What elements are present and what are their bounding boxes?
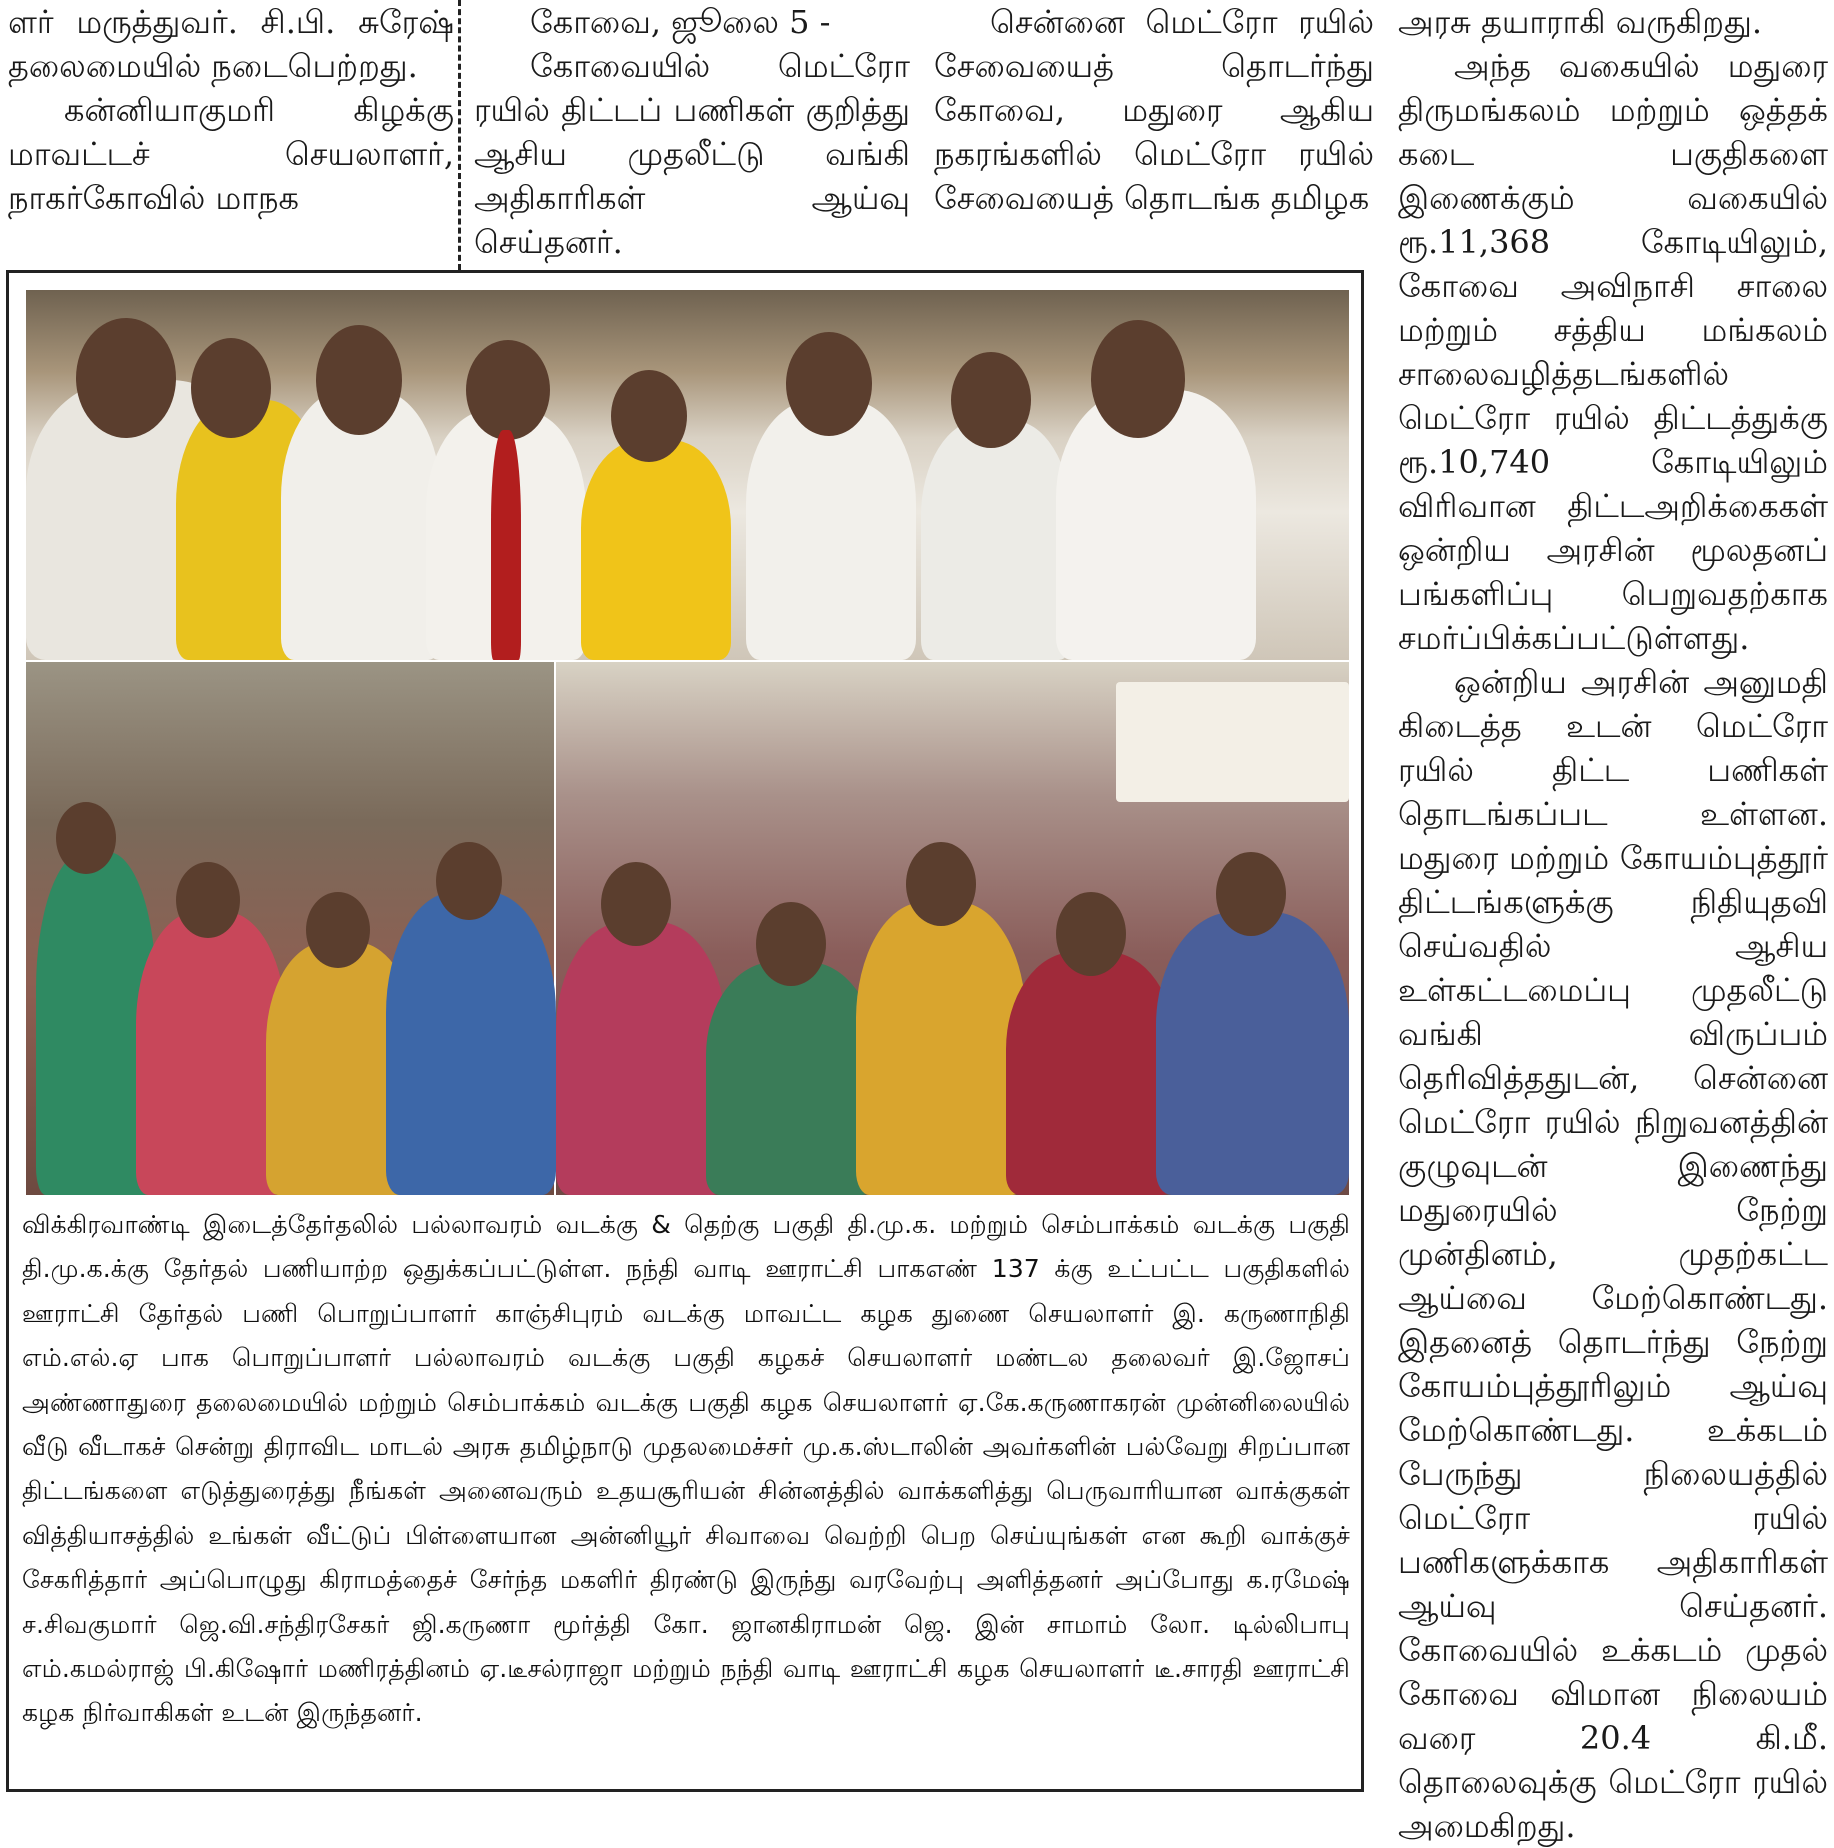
- person-figure: [921, 420, 1071, 660]
- person-head: [951, 352, 1031, 448]
- women-gathering-photo-right: [556, 662, 1349, 1195]
- article-column-b: [474, 0, 910, 268]
- person-figure: [556, 922, 726, 1195]
- person-head: [466, 340, 550, 440]
- person-head: [436, 842, 502, 920]
- column-divider: [458, 0, 461, 270]
- person-head: [191, 338, 271, 438]
- column-b-dateline: கோவை, ஜூலை 5 -: [530, 3, 831, 41]
- person-figure: [386, 892, 556, 1195]
- banner-shape: [1116, 682, 1349, 802]
- scarf-shape: [491, 430, 521, 660]
- article-column-a: [8, 0, 454, 268]
- column-c-para-1: சென்னை மெட்ரோ ரயில் சேவையைத் தொடர்ந்து கோவை, மதுரை ஆகிய நகரங்களில் மெட்ரோ ரயில் சேவையைத் தொடங்க தமிழக: [934, 3, 1374, 217]
- article-column-d: [1398, 0, 1828, 1845]
- person-head: [176, 862, 240, 938]
- photo-caption-text: விக்கிரவாண்டி இடைத்தேர்தலில் பல்லாவரம் வடக்கு & தெற்கு பகுதி தி.மு.க. மற்றும் செம்பாக்கம் வடக்கு பகுதி தி.மு.க.க்கு தேர்தல் பணியாற்ற ஒதுக்கப்பட்டுள்ள. நந்தி வாடி ஊராட்சி பாகஎண் 137 க்கு உட்பட்ட பகுதிகளில் ஊராட்சி தேர்தல் பணி பொறுப்பாளர் காஞ்சிபுரம் வடக்கு மாவட்ட கழக துணை செயலாளர் இ. கருணாநிதி எம்.எல்.ஏ பாக பொறுப்பாளர் பல்லாவரம் வடக்கு பகுதி கழகச் செயலாளர் மண்டல தலைவர் இ.ஜோசப் அண்ணாதுரை தலைமையில் மற்றும் செம்பாக்கம் வடக்கு பகுதி கழக செயலாளர் ஏ.கே.கருணாகரன் முன்னிலையில் வீடு வீடாகச் சென்று திராவிட மாடல் அரசு தமிழ்நாடு முதலமைச்சர் மு.க.ஸ்டாலின் அவர்களின் பல்வேறு சிறப்பான திட்டங்களை எடுத்துரைத்து நீங்கள் அனைவரும் உதயசூரியன் சின்னத்தில் வாக்களித்து பெருவாரியான வாக்குகள் வித்தியாசத்தில் உங்கள் வீட்டுப் பிள்ளையான அன்னியூர் சிவாவை வெற்றி பெற செய்யுங்கள் என கூறி வாக்குச் சேகரித்தார் அப்பொழுது கிராமத்தைச் சேர்ந்த மகளிர் திரண்டு இருந்து வரவேற்பு அளித்தனர் அப்போது க.ரமேஷ் ச.சிவகுமார் ஜெ.வி.சந்திரசேகர் ஜி.கருணா மூர்த்தி கோ. ஜானகிராமன் ஜெ. இன் சாமாம் லோ. டில்லிபாபு எம்.கமல்ராஜ் பி.கிஷோர் மணிரத்தினம் ஏ.டீசல்ராஜா மற்றும் நந்தி வாடி ஊராட்சி கழக செயலாளர் டீ.சாரதி ஊராட்சி கழக நிர்வாகிகள் உடன் இருந்தனர்.: [22, 1210, 1351, 1728]
- column-d-para-3: ஒன்றிய அரசின் அனுமதி கிடைத்த உடன் மெட்ரோ ரயில் திட்ட பணிகள் தொடங்கப்பட உள்ளன. மதுரை மற்றும் கோயம்புத்தூர் திட்டங்களுக்கு நிதியுதவி செய்வதில் ஆசிய உள்கட்டமைப்பு முதலீட்டு வங்கி விருப்பம் தெரிவித்ததுடன், சென்னை மெட்ரோ ரயில் நிறுவனத்தின் குழுவுடன் இணைந்து மதுரையில் நேற்று முன்தினம், முதற்கட்ட ஆய்வை மேற்கொண்டது. இதனைத் தொடர்ந்து நேற்று கோயம்புத்தூரிலும் ஆய்வு மேற்கொண்டது. உக்கடம் பேருந்து நிலையத்தில் மெட்ரோ ரயில் பணிகளுக்காக அதிகாரிகள் ஆய்வு செய்தனர். கோவையில் உக்கடம் முதல் கோவை விமான நிலையம் வரை 20.4 கி.மீ. தொலைவுக்கு மெட்ரோ ரயில் அமைகிறது.: [1398, 663, 1828, 1845]
- person-head: [306, 892, 370, 968]
- person-head: [1091, 320, 1185, 438]
- person-head: [56, 802, 116, 874]
- person-head: [1216, 852, 1286, 936]
- person-head: [906, 842, 976, 926]
- column-a-para-2: கன்னியாகுமரி கிழக்கு மாவட்டச் செயலாளர், நாகர்கோவில் மாநக: [8, 91, 454, 217]
- person-figure: [856, 902, 1026, 1195]
- column-d-para-1: அரசு தயாராகி வருகிறது.: [1398, 3, 1762, 41]
- person-figure: [706, 962, 876, 1195]
- photo-caption: [22, 1203, 1350, 1783]
- person-head: [316, 325, 402, 435]
- article-column-c: [934, 0, 1374, 268]
- person-head: [601, 862, 671, 946]
- person-figure: [1006, 952, 1176, 1195]
- person-figure: [581, 440, 731, 660]
- person-figure: [746, 400, 916, 660]
- column-b-para-1: கோவையில் மெட்ரோ ரயில் திட்டப் பணிகள் குறித்து ஆசிய முதலீட்டு வங்கி அதிகாரிகள் ஆய்வு செய்தனர்.: [474, 47, 910, 261]
- person-head: [1056, 892, 1126, 976]
- group-handover-photo: [26, 290, 1349, 660]
- column-a-para-1: ளர் மருத்துவர். சி.பி. சுரேஷ் தலைமையில் நடைபெற்றது.: [8, 3, 454, 85]
- person-head: [611, 370, 687, 462]
- person-figure: [1156, 912, 1349, 1195]
- women-gathering-photo-left: [26, 662, 554, 1195]
- person-head: [756, 902, 826, 986]
- column-d-para-2: அந்த வகையில் மதுரை திருமங்கலம் மற்றும் ஒத்தக் கடை பகுதிகளை இணைக்கும் வகையில் ரூ.11,368 கோடியிலும், கோவை அவிநாசி சாலை மற்றும் சத்திய மங்கலம் சாலைவழித்தடங்களில் மெட்ரோ ரயில் திட்டத்துக்கு ரூ.10,740 கோடியிலும் விரிவான திட்டஅறிக்கைகள் ஒன்றிய அரசின் மூலதனப் பங்களிப்பு பெறுவதற்காக சமர்ப்பிக்கப்பட்டுள்ளது.: [1398, 47, 1828, 657]
- person-head: [786, 332, 872, 436]
- person-head: [76, 318, 176, 438]
- person-figure: [136, 912, 286, 1195]
